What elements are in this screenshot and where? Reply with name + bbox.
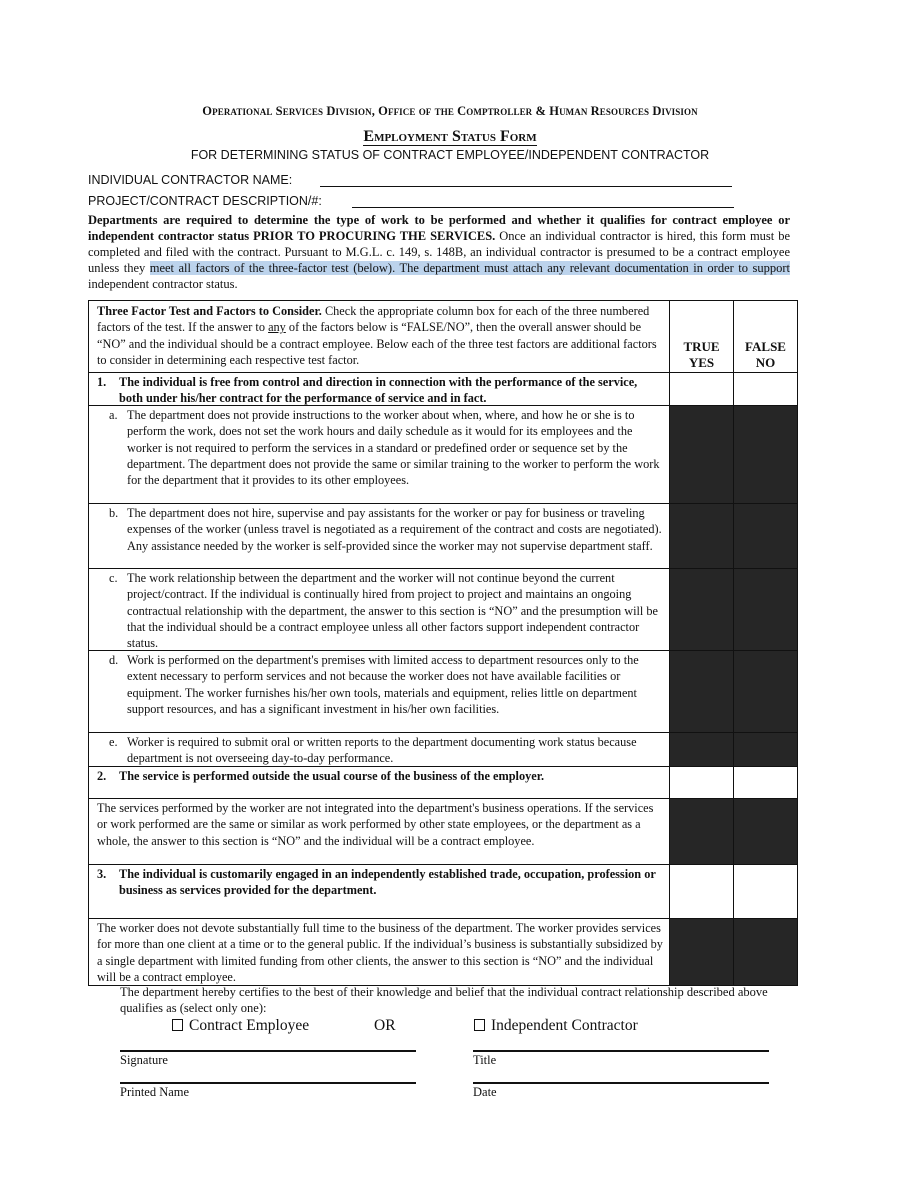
printed-name-line[interactable] — [120, 1082, 416, 1084]
factor-2-true-box[interactable] — [670, 767, 734, 798]
false-no-column-header: FALSE NO — [745, 339, 786, 370]
factor-2-false-box[interactable] — [734, 767, 797, 798]
factor-2-row — [89, 766, 797, 798]
form-subtitle: FOR DETERMINING STATUS OF CONTRACT EMPLOYEE/INDEPENDENT CONTRACTOR — [190, 148, 710, 162]
factor-1d-true-shaded — [670, 651, 734, 732]
factor-1d-row — [89, 650, 797, 732]
factor-1c-true-shaded — [670, 569, 734, 650]
table-header-row — [89, 301, 797, 372]
factor-1-row — [89, 372, 797, 405]
or-label: OR — [374, 1017, 396, 1034]
project-description-field[interactable] — [352, 207, 734, 208]
factor-1a-row — [89, 405, 797, 503]
project-description-label: PROJECT/CONTRACT DESCRIPTION/#: — [88, 194, 322, 208]
factor-2-desc-false-shaded — [734, 799, 797, 864]
true-yes-column-header: TRUE YES — [670, 301, 734, 372]
factor-1-false-box[interactable] — [734, 373, 797, 405]
signature-label: Signature — [120, 1053, 168, 1067]
factor-1c-false-shaded — [734, 569, 797, 650]
contractor-name-field[interactable] — [320, 186, 732, 187]
title-line[interactable] — [473, 1050, 769, 1052]
factor-3-text: 3. The individual is customarily engaged in an independently established trade, occupation, profession or business as services provided for the department. — [89, 865, 670, 918]
contract-employee-option[interactable]: Contract Employee — [172, 1017, 309, 1035]
printed-name-label: Printed Name — [120, 1085, 190, 1099]
factor-1b-row — [89, 503, 797, 568]
division-header: Operational Services Division, Office of the Comptroller & Human Resources Division — [202, 104, 698, 118]
form-title: Employment Status Form — [363, 128, 537, 145]
factor-1e-row — [89, 732, 797, 766]
factor-3-desc-false-shaded — [734, 919, 797, 985]
contractor-name-label: INDIVIDUAL CONTRACTOR NAME: — [88, 173, 293, 187]
contract-employee-checkbox[interactable] — [172, 1019, 183, 1031]
factor-1d-false-shaded — [734, 651, 797, 732]
factor-2-desc-true-shaded — [670, 799, 734, 864]
factor-3-description: The worker does not devote substantially full time to the business of the department. The worker provides services for more than one client at a time or to the general public. If the individual’s business is substantially subsidized by a single department with limited funding from other clients, the answer to this section is “NO” and the individual will be a contract employee. — [89, 919, 670, 985]
highlighted-text: meet all factors of the three-factor test (below). The department must attach any relevant documentation in order to support — [149, 261, 790, 275]
factor-1c-text: c. The work relationship between the department and the worker will not continue beyond the current project/contract. If the individual is continually hired from project to project and maintains an ongoing contractual relationship with the department, the answer to this section is “NO” and the presumption will be that the individual should be a contract employee unless all other factors support independent contractor status. — [89, 569, 670, 650]
three-factor-table — [88, 300, 798, 986]
certification-statement: The department hereby certifies to the best of their knowledge and belief that the individual contract relationship described above qualifies as (select only one): — [120, 985, 768, 1015]
factor-1e-false-shaded — [734, 733, 797, 766]
factor-1b-text: b. The department does not hire, supervise and pay assistants for the worker or pay for business or traveling expenses of the worker (unless travel is negotiated as a requirement of the contract and costs are negotiated). Any assistance needed by the worker is self-provided since the worker may not supervise department staff. — [89, 504, 670, 568]
factor-2-description: The services performed by the worker are not integrated into the department's business operations. If the services or work performed are the same or similar as work performed by other state employees, or the department as a whole, the answer to this section is “NO” and the individual will be a contract employee. — [89, 799, 670, 864]
signature-line[interactable] — [120, 1050, 416, 1052]
intro-paragraph: Departments are required to determine the type of work to be performed and whether it qualifies for contract employee or independent contractor status PRIOR TO PROCURING THE SERVICES. Once an individual contractor is hired, this form must be completed and filed with the contract. Pursuant to M.G.L. c. 149, s. 148B, an individual contractor is presumed to be a contract employee unless they meet all factors of the three-factor test (below). The department must attach any relevant documentation in order to support independent contractor status. — [88, 213, 791, 291]
independent-contractor-option[interactable]: Independent Contractor — [474, 1017, 638, 1035]
factor-1a-false-shaded — [734, 406, 797, 503]
factor-3-true-box[interactable] — [670, 865, 734, 918]
factor-1c-row — [89, 568, 797, 650]
independent-contractor-checkbox[interactable] — [474, 1019, 485, 1031]
factor-3-description-row — [89, 918, 797, 985]
factor-2-description-row — [89, 798, 797, 864]
factor-1b-false-shaded — [734, 504, 797, 568]
factor-1-text: 1. The individual is free from control and direction in connection with the performance of the service, both under his/her contract for the performance of service and in fact. — [89, 373, 670, 405]
title-label: Title — [473, 1053, 497, 1067]
factor-1-true-box[interactable] — [670, 373, 734, 405]
factor-1b-true-shaded — [670, 504, 734, 568]
factor-3-false-box[interactable] — [734, 865, 797, 918]
date-label: Date — [473, 1085, 497, 1099]
table-instructions: Three Factor Test and Factors to Consider. Check the appropriate column box for each of the three numbered factors of the test. If the answer to any of the factors below is “FALSE/NO”, then the overall answer should be “NO” and the individual should be a contract employee. Below each of the three test factors are additional factors to consider in determining each respective test factor. — [89, 301, 670, 372]
date-line[interactable] — [473, 1082, 769, 1084]
factor-3-row — [89, 864, 797, 918]
factor-1e-text: e. Worker is required to submit oral or written reports to the department documenting work status because department is not overseeing day-to-day performance. — [89, 733, 670, 766]
factor-1d-text: d. Work is performed on the department's premises with limited access to department resources only to the extent necessary to perform services and not because the worker does not have available facilities or equipment. The worker furnishes his/her own tools, materials and equipment, relies little on department support resources, and has a significant investment in his/her own facilities. — [89, 651, 670, 732]
factor-1e-true-shaded — [670, 733, 734, 766]
factor-2-text: 2. The service is performed outside the usual course of the business of the employer. — [89, 767, 670, 798]
factor-1a-true-shaded — [670, 406, 734, 503]
factor-1a-text: a. The department does not provide instructions to the worker about when, where, and how he or she is to perform the work, does not set the work hours and daily schedule as it would for its employees and the worker is not required to perform the services in a standard or predefined order or sequence set by the department. The department does not provide the same or similar training to the worker to perform the work for the department that it provides to its other employees. — [89, 406, 670, 503]
factor-3-desc-true-shaded — [670, 919, 734, 985]
